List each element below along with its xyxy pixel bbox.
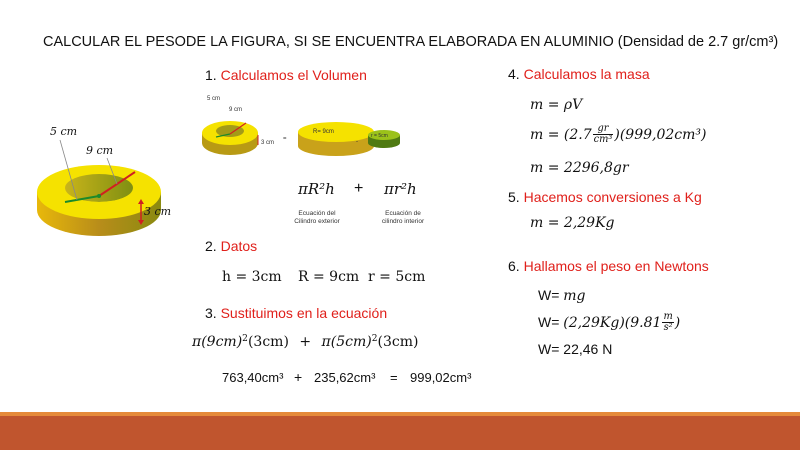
mini-label-r: r = 5cm: [371, 133, 388, 139]
formula-inner: πr²h: [384, 180, 417, 198]
mini-label-height: 3 cm: [261, 140, 275, 146]
data-h: h = 3cm: [222, 269, 282, 285]
mass-kg: m = 2,29Kg: [530, 215, 615, 231]
mini-equals: =: [283, 136, 287, 142]
label-small-radius: 5 cm: [50, 125, 78, 138]
step1-heading: 1. Calculamos el Volumen: [205, 67, 367, 83]
formula-plus: +: [354, 180, 364, 197]
volume-result-inner: 235,62cm³: [314, 370, 376, 385]
volume-diagram: [198, 95, 408, 160]
step5-heading: 5. Hacemos conversiones a Kg: [508, 189, 702, 205]
mini-label-small: 5 cm: [207, 96, 221, 102]
footer-bar: [0, 416, 800, 450]
formula-outer: πR²h: [298, 180, 335, 198]
mass-formula: m = ρV: [530, 97, 583, 113]
data-R: R = 9cm: [298, 269, 360, 285]
caption-inner: Ecuación de cilindro interior: [381, 210, 425, 225]
substitution-equation: $\pi(9cm)^2(3cm) + \pi(5cm)^2(3cm)$: [192, 334, 419, 350]
mini-label-big: 9 cm: [229, 107, 243, 113]
volume-result-equals: =: [390, 370, 398, 385]
data-r: r = 5cm: [368, 269, 426, 285]
mini-label-R: R= 9cm: [313, 129, 334, 135]
ring-figure: [25, 122, 195, 237]
weight-substitution: W= (2,29Kg)(9.81 $\frac{m}{\text{s²}}$ ): [538, 311, 681, 334]
step2-heading: 2. Datos: [205, 238, 258, 254]
label-big-radius: 9 cm: [86, 144, 114, 157]
step3-heading: 3. Sustituimos en la ecuación: [205, 305, 388, 321]
volume-total: 999,02cm³: [410, 370, 472, 385]
mini-minus: -: [356, 139, 358, 145]
page-title: CALCULAR EL PESODE LA FIGURA, SI SE ENCUENTRA ELABORADA EN ALUMINIO (Densidad de 2.7 gr/cm³): [43, 34, 779, 50]
step6-heading: 6. Hallamos el peso en Newtons: [508, 258, 709, 274]
mass-substitution: m = (2.7 $\frac{gr}{\text{cm³}}$ )(999,02cm³): [530, 123, 707, 146]
label-height: 3 cm: [144, 205, 172, 218]
volume-result-outer: 763,40cm³: [222, 370, 284, 385]
caption-outer: Ecuación del Cilindro exterior: [294, 210, 340, 225]
mass-result: m = 2296,8gr: [530, 160, 629, 176]
volume-result-plus: +: [294, 369, 303, 385]
weight-result: W= 22,46 N: [538, 341, 613, 357]
weight-formula: W= mg: [538, 287, 586, 304]
step4-heading: 4. Calculamos la masa: [508, 66, 650, 82]
